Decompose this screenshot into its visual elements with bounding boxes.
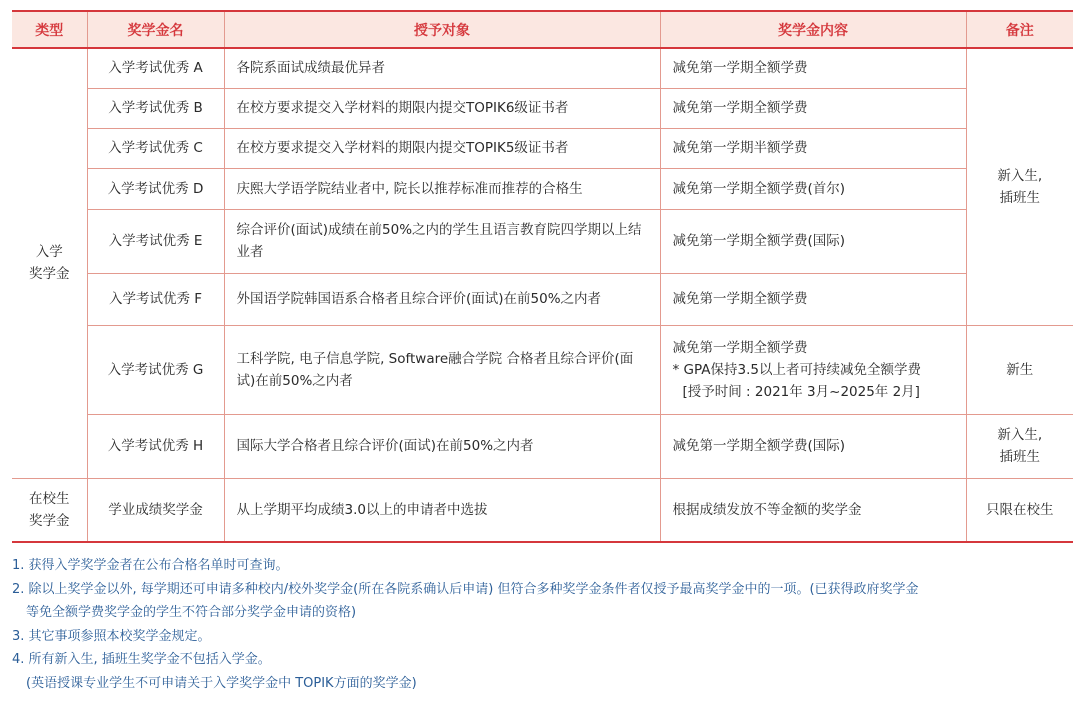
target-cell: 从上学期平均成绩3.0以上的申请者中选拔	[224, 478, 660, 542]
type-cell-admission: 入学 奖学金	[12, 48, 87, 478]
table-row	[12, 168, 1073, 209]
target-cell: 工科学院, 电子信息学院, Software融合学院 合格者且综合评价(面试)在前50%之内者	[224, 325, 660, 414]
scholarship-table-wrapper	[12, 10, 1073, 543]
table-header-row	[12, 11, 1073, 48]
scholarship-name-cell: 入学考试优秀 D	[87, 168, 224, 209]
scholarship-name-cell: 学业成绩奖学金	[87, 478, 224, 542]
content-cell: 减免第一学期全额学费	[660, 48, 966, 88]
target-cell: 国际大学合格者且综合评价(面试)在前50%之内者	[224, 414, 660, 478]
table-row	[12, 325, 1073, 414]
scholarship-name-cell: 入学考试优秀 H	[87, 414, 224, 478]
header-content: 奖学金内容	[660, 11, 966, 48]
table-row	[12, 273, 1073, 325]
type-cell-enrolled: 在校生 奖学金	[12, 478, 87, 542]
content-cell: 减免第一学期半额学费	[660, 128, 966, 168]
header-remarks: 备注	[966, 11, 1073, 48]
footnote-4-continued: (英语授课专业学生不可申请关于入学奖学金中 TOPIK方面的奖学金)	[26, 675, 417, 691]
header-type: 类型	[12, 11, 87, 48]
target-cell: 庆熙大学语学院结业者中, 院长以推荐标准而推荐的合格生	[224, 168, 660, 209]
content-cell: 减免第一学期全额学费	[660, 88, 966, 128]
remarks-cell: 新入生, 插班生	[966, 48, 1073, 325]
content-cell: 减免第一学期全额学费(国际)	[660, 209, 966, 273]
table-row	[12, 128, 1073, 168]
table-row	[12, 48, 1073, 88]
footnote-2-continued: 等免全额学费奖学金的学生不符合部分奖学金申请的资格)	[26, 605, 357, 620]
content-grant-period: [授予时间 : 2021年 3月~2025年 2月]	[682, 383, 920, 400]
header-scholarship-name: 奖学金名	[87, 11, 224, 48]
table-row	[12, 414, 1073, 478]
footnote-1: 1. 获得入学奖学金者在公布合格名单时可查询。	[12, 558, 289, 573]
scholarship-name-cell: 入学考试优秀 B	[87, 88, 224, 128]
scholarship-name-cell: 入学考试优秀 A	[87, 48, 224, 88]
content-cell	[660, 325, 966, 414]
content-cell: 根据成绩发放不等金额的奖学金	[660, 478, 966, 542]
target-cell: 在校方要求提交入学材料的期限内提交TOPIK6级证书者	[224, 88, 660, 128]
content-main: 减免第一学期全额学费	[672, 339, 808, 356]
target-cell: 在校方要求提交入学材料的期限内提交TOPIK5级证书者	[224, 128, 660, 168]
remarks-cell: 只限在校生	[966, 478, 1073, 542]
footnote-4: 4. 所有新入生, 插班生奖学金不包括入学金。	[12, 652, 271, 667]
table-row	[12, 478, 1073, 542]
scholarship-name-cell: 入学考试优秀 F	[87, 273, 224, 325]
header-target: 授予对象	[224, 11, 660, 48]
footnote-3: 3. 其它事项参照本校奖学金规定。	[12, 628, 211, 644]
remarks-cell: 新生	[966, 325, 1073, 414]
content-cell: 减免第一学期全额学费(国际)	[660, 414, 966, 478]
scholarship-name-cell: 入学考试优秀 C	[87, 128, 224, 168]
target-cell: 外国语学院韩国语系合格者且综合评价(面试)在前50%之内者	[224, 273, 660, 325]
table-row	[12, 209, 1073, 273]
target-cell: 综合评价(面试)成绩在前50%之内的学生且语言教育院四学期以上结业者	[224, 209, 660, 273]
target-cell: 各院系面试成绩最优异者	[224, 48, 660, 88]
footnotes	[12, 554, 1074, 695]
scholarship-name-cell: 入学考试优秀 E	[87, 209, 224, 273]
remarks-cell: 新入生, 插班生	[966, 414, 1073, 478]
scholarship-name-cell: 入学考试优秀 G	[87, 325, 224, 414]
footnote-2: 2. 除以上奖学金以外, 每学期还可申请多种校内/校外奖学金(所在各院系确认后申请) 但符合多种奖学金条件者仅授予最高奖学金中的一项。(已获得政府奖学金	[12, 581, 919, 597]
content-cell: 减免第一学期全额学费(首尔)	[660, 168, 966, 209]
scholarship-table	[12, 10, 1073, 543]
content-gpa-note: * GPA保持3.5以上者可持续减免全额学费	[672, 361, 921, 378]
content-cell: 减免第一学期全额学费	[660, 273, 966, 325]
table-row	[12, 88, 1073, 128]
